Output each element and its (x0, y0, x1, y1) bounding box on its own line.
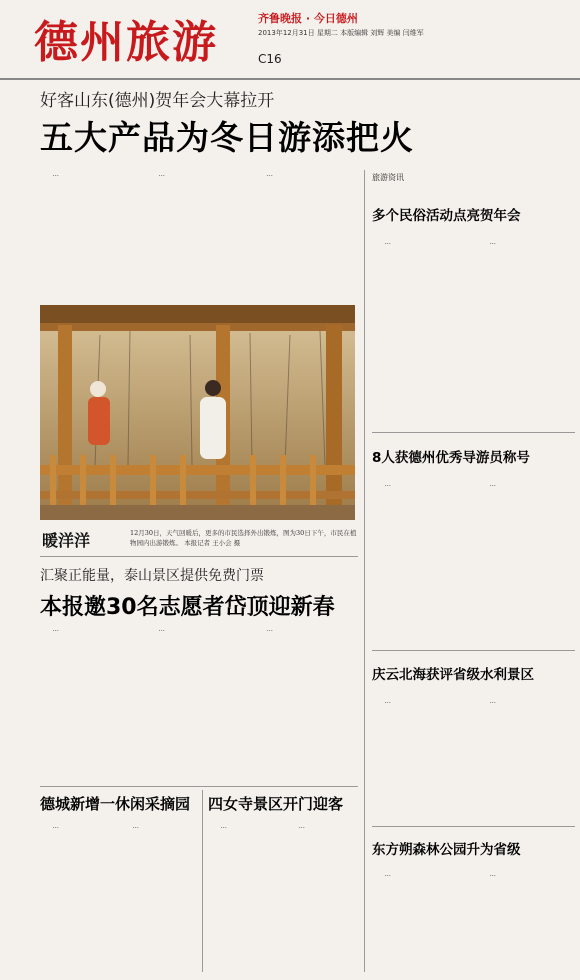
temple-col-1: … (220, 823, 227, 830)
lead-headline: 五大产品为冬日游添把火 (40, 118, 414, 157)
temple-col-2: … (298, 823, 305, 830)
leisure-col-1: … (52, 823, 59, 830)
folk-col-1: … (384, 239, 391, 246)
lead-col-2: … (158, 171, 165, 178)
masthead-rule (0, 78, 580, 80)
volunteer-headline: 本报邀30名志愿者岱顶迎新春 (40, 595, 335, 620)
divider (372, 432, 575, 433)
divider (40, 786, 358, 787)
park-photo (40, 305, 355, 520)
beihai-col-1: … (384, 698, 391, 705)
volunteer-col-2: … (158, 626, 165, 633)
divider (202, 790, 203, 972)
section-title: 德州旅游 (34, 17, 218, 68)
photo-title: 暖洋洋 (42, 531, 91, 550)
volunteer-col-3: … (266, 626, 273, 633)
folk-col-2: … (489, 239, 496, 246)
divider (40, 556, 358, 557)
leisure-col-2: … (132, 823, 139, 830)
photo-caption (130, 528, 362, 548)
forest-col-2: … (489, 871, 496, 878)
lead-kicker: 好客山东(德州)贺年会大幕拉开 (40, 91, 275, 111)
guide-headline: 8人获德州优秀导游员称号 (372, 450, 530, 466)
caption-text: 12月30日，天气回暖后，更多的市民选择外出锻炼，图为30日下午，市民在植物园内出游锻炼。 (130, 529, 357, 547)
volunteer-kicker: 汇聚正能量，泰山景区提供免费门票 (40, 568, 264, 584)
beihai-headline: 庆云北海获评省级水利景区 (372, 667, 534, 683)
photo-credit: 本报记者 王小会 摄 (184, 539, 241, 547)
divider (364, 170, 365, 972)
paper-name: 齐鲁晚报 · 今日德州 (258, 12, 358, 25)
page-number: C16 (258, 52, 282, 66)
volunteer-col-1: … (52, 626, 59, 633)
forest-headline: 东方朔森林公园升为省级 (372, 842, 521, 858)
divider (372, 826, 575, 827)
guide-col-2: … (489, 481, 496, 488)
beihai-col-2: … (489, 698, 496, 705)
lead-col-1: … (52, 171, 59, 178)
masthead (0, 0, 580, 80)
issue-meta: 2013年12月31日 星期二 本版编辑 刘辉 美编 闫维军 (258, 29, 424, 37)
lead-col-3: … (266, 171, 273, 178)
pavilion-image (40, 305, 355, 520)
guide-col-1: … (384, 481, 391, 488)
temple-headline: 四女寺景区开门迎客 (208, 795, 344, 813)
forest-col-1: … (384, 871, 391, 878)
section-label: 旅游资讯 (372, 173, 404, 182)
divider (372, 650, 575, 651)
folk-headline: 多个民俗活动点亮贺年会 (372, 208, 521, 224)
leisure-headline: 德城新增一休闲采摘园 (40, 795, 191, 813)
